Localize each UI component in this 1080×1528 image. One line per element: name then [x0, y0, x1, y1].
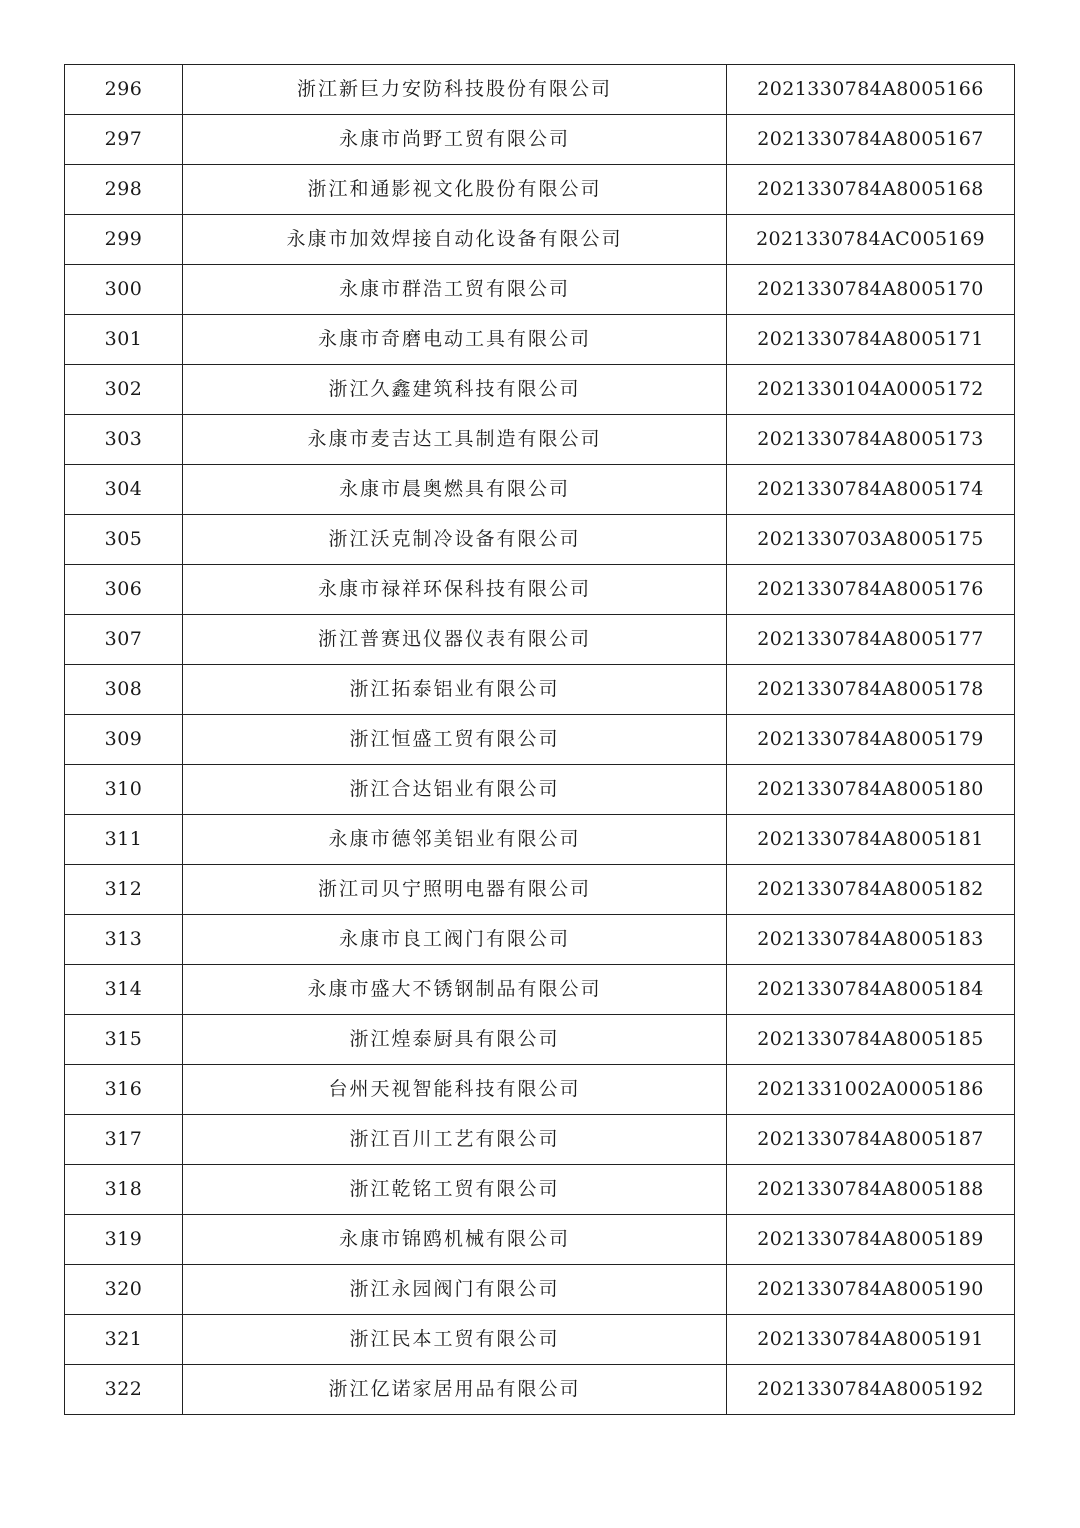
row-number: 298	[65, 165, 183, 215]
registration-code: 2021330784A8005189	[727, 1215, 1015, 1265]
registration-code: 2021330784A8005192	[727, 1365, 1015, 1415]
table-row	[65, 215, 1015, 265]
row-number: 308	[65, 665, 183, 715]
company-name: 浙江乾铭工贸有限公司	[183, 1165, 727, 1215]
table-row	[65, 1265, 1015, 1315]
row-number: 314	[65, 965, 183, 1015]
company-name: 永康市禄祥环保科技有限公司	[183, 565, 727, 615]
company-name: 永康市盛大不锈钢制品有限公司	[183, 965, 727, 1015]
table-row	[65, 1315, 1015, 1365]
table-row	[65, 665, 1015, 715]
table-row	[65, 465, 1015, 515]
row-number: 303	[65, 415, 183, 465]
registration-code: 2021330784A8005184	[727, 965, 1015, 1015]
registration-code: 2021330784A8005168	[727, 165, 1015, 215]
company-name: 浙江司贝宁照明电器有限公司	[183, 865, 727, 915]
row-number: 304	[65, 465, 183, 515]
company-name: 浙江百川工艺有限公司	[183, 1115, 727, 1165]
row-number: 317	[65, 1115, 183, 1165]
row-number: 296	[65, 65, 183, 115]
table-row	[65, 1365, 1015, 1415]
company-name: 永康市良工阀门有限公司	[183, 915, 727, 965]
registration-code: 2021330784A8005174	[727, 465, 1015, 515]
company-name: 永康市尚野工贸有限公司	[183, 115, 727, 165]
company-name: 浙江拓泰铝业有限公司	[183, 665, 727, 715]
company-name: 永康市奇磨电动工具有限公司	[183, 315, 727, 365]
table-row	[65, 915, 1015, 965]
row-number: 319	[65, 1215, 183, 1265]
row-number: 315	[65, 1015, 183, 1065]
row-number: 306	[65, 565, 183, 615]
row-number: 322	[65, 1365, 183, 1415]
table-row	[65, 865, 1015, 915]
company-name: 永康市晨奥燃具有限公司	[183, 465, 727, 515]
table-row	[65, 715, 1015, 765]
registration-code: 2021330784A8005178	[727, 665, 1015, 715]
company-name: 浙江煌泰厨具有限公司	[183, 1015, 727, 1065]
registration-code: 2021330784A8005176	[727, 565, 1015, 615]
company-name: 浙江亿诺家居用品有限公司	[183, 1365, 727, 1415]
row-number: 301	[65, 315, 183, 365]
row-number: 313	[65, 915, 183, 965]
registration-code: 2021330784A8005191	[727, 1315, 1015, 1365]
registration-code: 2021330784A8005190	[727, 1265, 1015, 1315]
company-name: 浙江和通影视文化股份有限公司	[183, 165, 727, 215]
company-name: 台州天视智能科技有限公司	[183, 1065, 727, 1115]
table-row	[65, 615, 1015, 665]
table-row	[65, 315, 1015, 365]
table-row	[65, 1015, 1015, 1065]
company-name: 浙江民本工贸有限公司	[183, 1315, 727, 1365]
row-number: 310	[65, 765, 183, 815]
registration-code: 2021330784A8005188	[727, 1165, 1015, 1215]
table-row	[65, 565, 1015, 615]
table-row	[65, 265, 1015, 315]
registration-code: 2021330784A8005166	[727, 65, 1015, 115]
registration-code: 2021330784A8005187	[727, 1115, 1015, 1165]
table-row	[65, 765, 1015, 815]
company-name: 浙江恒盛工贸有限公司	[183, 715, 727, 765]
company-name: 浙江合达铝业有限公司	[183, 765, 727, 815]
registration-code: 2021330784A8005180	[727, 765, 1015, 815]
registration-code: 2021330784A8005183	[727, 915, 1015, 965]
registration-code: 2021330784A8005167	[727, 115, 1015, 165]
row-number: 297	[65, 115, 183, 165]
company-name: 永康市加效焊接自动化设备有限公司	[183, 215, 727, 265]
table-row	[65, 815, 1015, 865]
row-number: 311	[65, 815, 183, 865]
table-row	[65, 1065, 1015, 1115]
table-row	[65, 415, 1015, 465]
company-name: 浙江沃克制冷设备有限公司	[183, 515, 727, 565]
company-registry-table	[64, 64, 1015, 1415]
company-name: 永康市德邻美铝业有限公司	[183, 815, 727, 865]
row-number: 316	[65, 1065, 183, 1115]
table-row	[65, 1115, 1015, 1165]
registration-code: 2021330784AC005169	[727, 215, 1015, 265]
registration-code: 2021330784A8005173	[727, 415, 1015, 465]
row-number: 312	[65, 865, 183, 915]
row-number: 302	[65, 365, 183, 415]
registration-code: 2021331002A0005186	[727, 1065, 1015, 1115]
row-number: 309	[65, 715, 183, 765]
table-row	[65, 1165, 1015, 1215]
registration-code: 2021330104A0005172	[727, 365, 1015, 415]
registration-code: 2021330784A8005179	[727, 715, 1015, 765]
table-row	[65, 1215, 1015, 1265]
table-row	[65, 965, 1015, 1015]
table-row	[65, 115, 1015, 165]
table-row	[65, 165, 1015, 215]
table-row	[65, 65, 1015, 115]
company-name: 永康市锦鸥机械有限公司	[183, 1215, 727, 1265]
row-number: 307	[65, 615, 183, 665]
registration-code: 2021330784A8005177	[727, 615, 1015, 665]
row-number: 320	[65, 1265, 183, 1315]
table-row	[65, 515, 1015, 565]
company-name: 永康市麦吉达工具制造有限公司	[183, 415, 727, 465]
row-number: 299	[65, 215, 183, 265]
table-body	[65, 65, 1015, 1415]
company-name: 浙江永园阀门有限公司	[183, 1265, 727, 1315]
row-number: 321	[65, 1315, 183, 1365]
registration-code: 2021330703A8005175	[727, 515, 1015, 565]
row-number: 300	[65, 265, 183, 315]
registration-code: 2021330784A8005182	[727, 865, 1015, 915]
company-name: 永康市群浩工贸有限公司	[183, 265, 727, 315]
registration-code: 2021330784A8005185	[727, 1015, 1015, 1065]
registration-code: 2021330784A8005171	[727, 315, 1015, 365]
registration-code: 2021330784A8005170	[727, 265, 1015, 315]
company-name: 浙江久鑫建筑科技有限公司	[183, 365, 727, 415]
row-number: 305	[65, 515, 183, 565]
company-name: 浙江普赛迅仪器仪表有限公司	[183, 615, 727, 665]
company-name: 浙江新巨力安防科技股份有限公司	[183, 65, 727, 115]
registration-code: 2021330784A8005181	[727, 815, 1015, 865]
row-number: 318	[65, 1165, 183, 1215]
table-row	[65, 365, 1015, 415]
